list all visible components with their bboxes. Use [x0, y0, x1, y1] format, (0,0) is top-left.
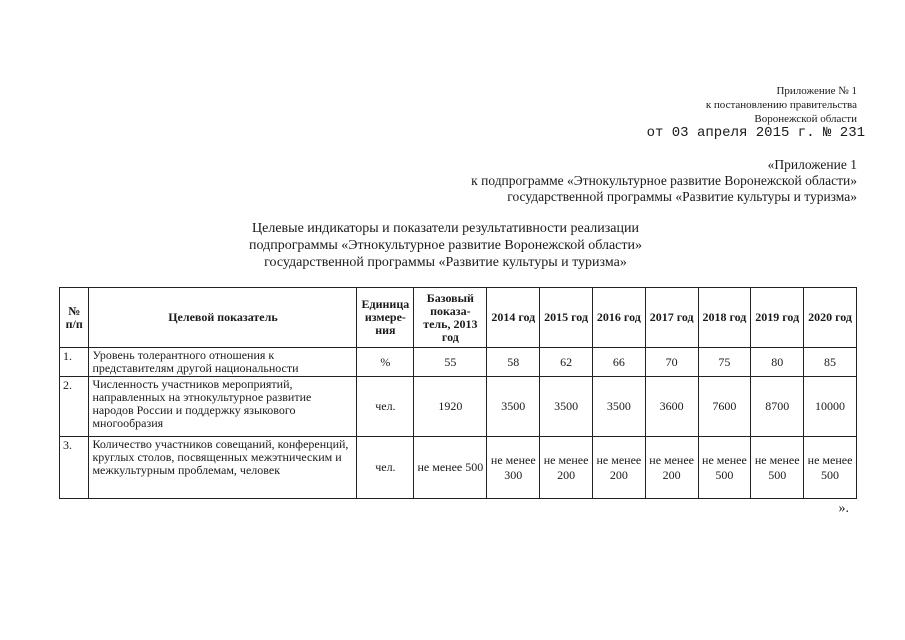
- header-2020: 2020 год: [804, 288, 857, 348]
- row-num: 3.: [60, 437, 89, 499]
- row-value-2017: не менее 200: [645, 437, 698, 499]
- row-name: Уровень толерантного отношения к представителям другой национальности: [89, 348, 357, 377]
- row-value-2019: 8700: [751, 377, 804, 437]
- row-num: 2.: [60, 377, 89, 437]
- row-value-2020: 10000: [804, 377, 857, 437]
- sub-appendix-subprogram: к подпрограмме «Этнокультурное развитие Воронежской области»: [471, 173, 857, 188]
- row-base: 1920: [414, 377, 487, 437]
- row-value-2015: 3500: [540, 377, 593, 437]
- table-header-row: [60, 288, 857, 348]
- table-row: [60, 377, 857, 437]
- header-2015: 2015 год: [540, 288, 593, 348]
- row-value-2016: не менее 200: [592, 437, 645, 499]
- row-value-2017: 3600: [645, 377, 698, 437]
- row-value-2016: 66: [592, 348, 645, 377]
- row-value-2019: 80: [751, 348, 804, 377]
- row-num: 1.: [60, 348, 89, 377]
- row-name: Численность участников мероприятий, направленных на этнокультурное развитие народов России и поддержку языкового многообразия: [89, 377, 357, 437]
- row-value-2018: 7600: [698, 377, 751, 437]
- row-value-2017: 70: [645, 348, 698, 377]
- indicators-table: [59, 287, 857, 499]
- row-unit: чел.: [357, 437, 414, 499]
- appendix-number: Приложение № 1: [776, 85, 857, 97]
- closing-quote: ».: [838, 501, 849, 516]
- row-value-2014: 3500: [487, 377, 540, 437]
- row-unit: чел.: [357, 377, 414, 437]
- page-title-line2: подпрограммы «Этнокультурное развитие Воронежской области»: [248, 238, 642, 253]
- sub-appendix-program: государственной программы «Развитие культуры и туризма»: [507, 189, 857, 204]
- header-2016: 2016 год: [592, 288, 645, 348]
- row-unit: %: [357, 348, 414, 377]
- row-base: 55: [414, 348, 487, 377]
- row-value-2014: не менее 300: [487, 437, 540, 499]
- row-value-2015: 62: [540, 348, 593, 377]
- table-row: [60, 437, 857, 499]
- header-2019: 2019 год: [751, 288, 804, 348]
- page-title-line3: государственной программы «Развитие культуры и туризма»: [264, 255, 627, 270]
- row-name: Количество участников совещаний, конференций, круглых столов, посвященных межэтническим и межкультурным проблемам, человек: [89, 437, 357, 499]
- page-title-line1: Целевые индикаторы и показатели результативности реализации: [252, 221, 639, 236]
- appendix-reference: к постановлению правительства: [705, 99, 857, 111]
- row-value-2016: 3500: [592, 377, 645, 437]
- header-2014: 2014 год: [487, 288, 540, 348]
- appendix-region: Воронежской области: [754, 113, 857, 125]
- sub-appendix-number: «Приложение 1: [767, 157, 857, 172]
- header-num: № п/п: [60, 288, 89, 348]
- header-unit: Единица измере-ния: [357, 288, 414, 348]
- row-value-2019: не менее 500: [751, 437, 804, 499]
- header-2017: 2017 год: [645, 288, 698, 348]
- row-value-2018: 75: [698, 348, 751, 377]
- decree-date: от 03 апреля 2015 г. № 231: [646, 125, 865, 141]
- row-base: не менее 500: [414, 437, 487, 499]
- row-value-2014: 58: [487, 348, 540, 377]
- header-base: Базовый показа-тель, 2013 год: [414, 288, 487, 348]
- row-value-2015: не менее 200: [540, 437, 593, 499]
- row-value-2020: 85: [804, 348, 857, 377]
- header-2018: 2018 год: [698, 288, 751, 348]
- header-name: Целевой показатель: [89, 288, 357, 348]
- table-row: [60, 348, 857, 377]
- row-value-2020: не менее 500: [804, 437, 857, 499]
- row-value-2018: не менее 500: [698, 437, 751, 499]
